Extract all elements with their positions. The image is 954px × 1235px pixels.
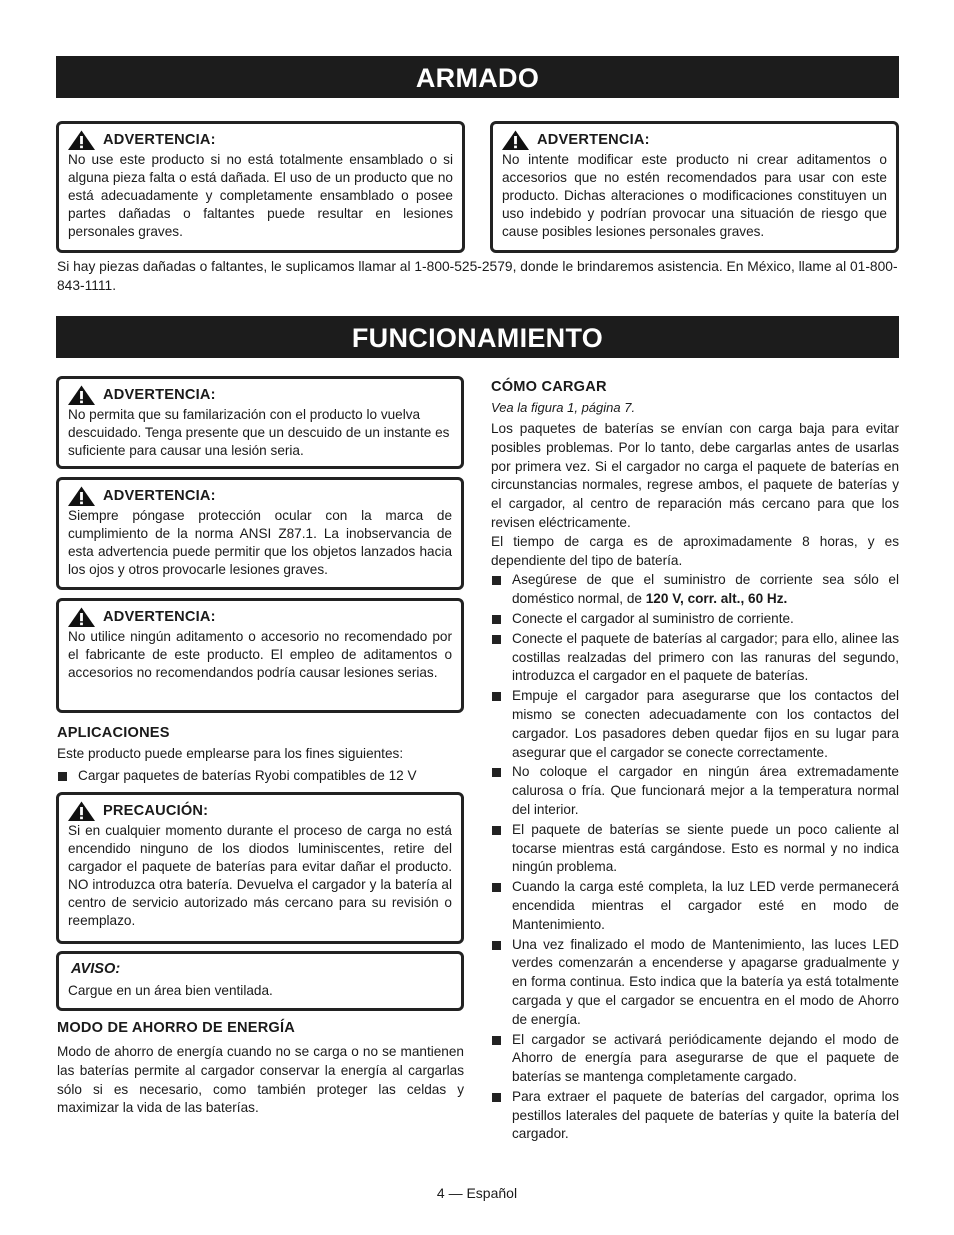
paragraph: Los paquetes de baterías se envían con carga baja para evitar posibles problemas. Por lo tanto, debe cargarlas antes de usarlas por primera vez. Si el cargador no carga el paquete de baterías en circunstancias normales, regrese ambos, el paquete de baterías y el cargador, al centro de reparación más cercano para que los revisen eléctricamente. <box>491 421 899 530</box>
caution-text: Si en cualquier momento durante el proceso de carga no está encendido ninguno de los diodos luminiscentes, retire del cargador el paquete de baterías para evitar dañar el producto. NO introduzca otra batería. Devuelva el cargador y la batería al centro de servicio autorizado más cercano para su revisión o reemplazo. <box>68 823 452 928</box>
paragraph: El tiempo de carga es de aproximadamente 8 horas, y es dependiente del tipo de batería. <box>491 533 899 568</box>
warning-box-func-3 <box>56 598 464 713</box>
aplicaciones-intro: Este producto puede emplearse para los fines siguientes: <box>57 746 404 761</box>
warning-triangle-icon <box>67 800 96 822</box>
warning-triangle-icon <box>67 384 96 406</box>
aplicaciones-heading: APLICACIONES <box>57 725 170 741</box>
warning-text: No use este producto si no está totalmente ensamblado o si alguna pieza falta o está dañada. El uso de un producto que no está adecuadamente y completamente ensamblado o posee partes dañadas o faltantes puede resultar en lesiones personales graves. <box>68 152 453 239</box>
warning-heading: ADVERTENCIA: <box>103 387 216 403</box>
warning-heading: ADVERTENCIA: <box>537 132 650 148</box>
como-cargar-body <box>491 420 899 1145</box>
warning-box-armado-2 <box>490 121 899 253</box>
notice-text: Cargue en un área bien ventilada. <box>68 983 273 998</box>
warning-triangle-icon <box>501 129 530 151</box>
charging-steps-list <box>491 571 899 1144</box>
warning-text: No utilice ningún aditamento o accesorio no recomendado por el fabricante de este producto. El empleo de aditamentos o accesorios no recomendandos podría causar lesiones serias. <box>68 629 452 680</box>
list-item: Conecte el cargador al suministro de corriente. <box>491 610 899 629</box>
notice-heading: AVISO: <box>71 961 121 977</box>
list-item: Conecte el paquete de baterías al cargador; para ello, alinee las costillas realzadas del primero con las ranuras del segundo, introduzca el cargador en el paquete de baterías. <box>491 630 899 686</box>
warning-text: No permita que su familarización con el producto lo vuelva descuidado. Tenga presente que un descuido de un instante es suficiente para causar una lesión seria. <box>68 407 450 458</box>
warning-heading: ADVERTENCIA: <box>103 488 216 504</box>
caution-heading: PRECAUCIÓN: <box>103 803 209 819</box>
list-item: El cargador se activará periódicamente dejando el modo de Ahorro de energía para asegurarse de que el paquete de baterías se mantenga completamente cargado. <box>491 1031 899 1087</box>
warning-box-armado-1 <box>56 121 465 253</box>
list-item: El paquete de baterías se siente puede un poco caliente al tocarse mientras está cargándose. Esto es normal y no indica ningún problema. <box>491 821 899 877</box>
armado-help-note: Si hay piezas dañadas o faltantes, le suplicamos llamar al 1-800-525-2579, donde le brindaremos asistencia. En México, llame al 01-800-843-1111. <box>57 259 898 293</box>
warning-heading: ADVERTENCIA: <box>103 609 216 625</box>
modo-ahorro-heading: MODO DE AHORRO DE ENERGÍA <box>57 1020 295 1036</box>
warning-text: Siempre póngase protección ocular con la marca de cumplimiento de la norma ANSI Z87.1. La inobservancia de esta advertencia puede permitir que los objetos lanzados hacia los ojos y otros provocarle lesiones graves. <box>68 508 452 577</box>
list-item: Cuando la carga esté completa, la luz LED verde permanecerá encendida mientras el cargador esté en modo de Mantenimiento. <box>491 878 899 934</box>
figure-reference: Vea la figura 1, página 7. <box>491 400 636 415</box>
modo-ahorro-text: Modo de ahorro de energía cuando no se carga o no se mantienen las baterías permite al cargador conservar la energía al cargarlas sólo si es necesario, como también proteger las celdas y maximizar la vida de las baterías. <box>57 1044 464 1116</box>
warning-text: No intente modificar este producto ni crear aditamentos o accesorios que no estén recomendados para usar con este producto. Dichas alteraciones o modificaciones constituyen un uso indebido y podrían provocar una situación de riesgo que cause posibles lesiones personales graves. <box>502 152 887 239</box>
list-item: Una vez finalizado el modo de Mantenimiento, las luces LED verdes comenzarán a encenderse y apagarse gradualmente y en forma continua. Esto indica que la batería ya está totalmente cargada y que el cargador se encuentra en el modo de Ahorro de energía. <box>491 936 899 1030</box>
warning-triangle-icon <box>67 606 96 628</box>
como-cargar-heading: CÓMO CARGAR <box>491 379 607 395</box>
list-item: Asegúrese de que el suministro de corriente sea sólo el doméstico normal, de 120 V, corr. alt., 60 Hz. <box>491 571 899 609</box>
aplicaciones-list <box>57 767 465 787</box>
list-item: Para extraer el paquete de baterías del cargador, oprima los pestillos laterales del paquete de baterías y quite la batería del cargador. <box>491 1088 899 1144</box>
page-footer: 4 — Español <box>436 1185 518 1201</box>
warning-triangle-icon <box>67 129 96 151</box>
warning-box-func-2 <box>56 477 464 590</box>
warning-triangle-icon <box>67 485 96 507</box>
list-item: Cargar paquetes de baterías Ryobi compatibles de 12 V <box>57 767 465 786</box>
section-banner-armado: ARMADO <box>56 56 899 98</box>
list-item: Empuje el cargador para asegurarse que los contactos del mismo se conecten adecuadamente con los contactos del cargador. Los pasadores deben quedar fijos en su lugar para asegurar que el cargador se conecte correctamente. <box>491 687 899 762</box>
notice-box <box>56 951 464 1011</box>
caution-box <box>56 792 464 944</box>
list-item: No coloque el cargador en ningún área extremadamente calurosa o fría. Que funcionará mejor a la temperatura normal del interior. <box>491 763 899 819</box>
warning-box-func-1 <box>56 376 464 469</box>
warning-heading: ADVERTENCIA: <box>103 132 216 148</box>
section-banner-funcionamiento: FUNCIONAMIENTO <box>56 316 899 358</box>
